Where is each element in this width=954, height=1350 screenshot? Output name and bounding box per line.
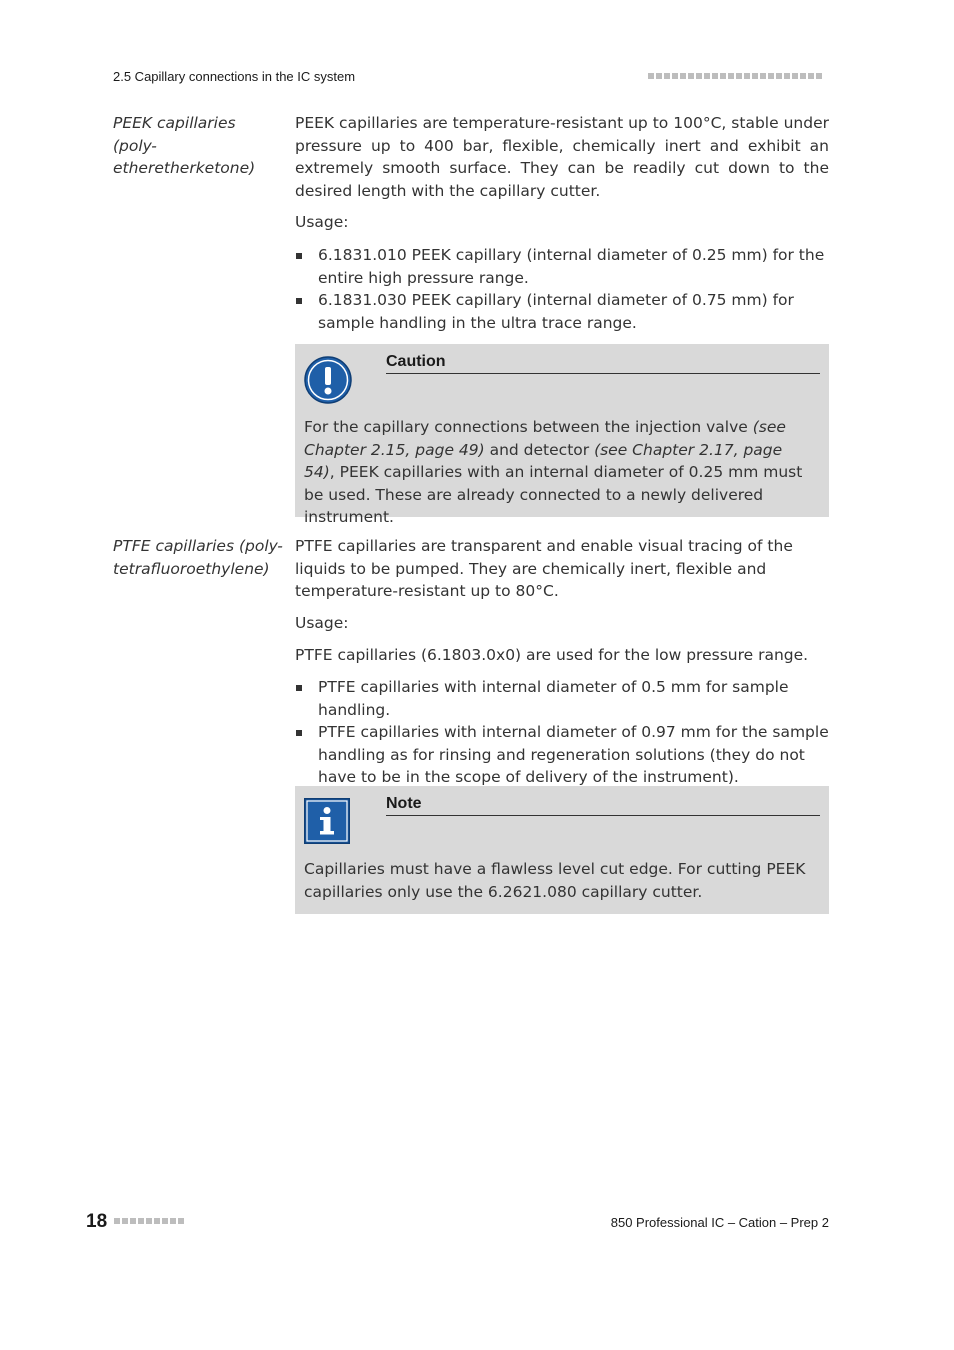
- ptfe-label-line1: PTFE capillaries (poly-: [113, 537, 283, 555]
- peek-label-line1: PEEK capillaries (poly-: [113, 114, 236, 155]
- note-box: [295, 786, 829, 914]
- footer-document-title: 850 Professional IC – Cation – Prep 2: [610, 1215, 829, 1230]
- caution-text-part3: , PEEK capillaries with an internal diameter of 0.25 mm must be used. These are already connected to a newly delivered instrument.: [304, 463, 803, 526]
- ptfe-side-label: [113, 535, 283, 580]
- caution-text-part2: and detector: [484, 440, 595, 459]
- list-item: PTFE capillaries with internal diameter of 0.97 mm for the sample handling as for rinsing and regeneration solutions (they do not have to be in the scope of delivery of the instrument).: [295, 721, 829, 789]
- info-icon: [304, 798, 350, 844]
- note-text: Capillaries must have a flawless level cut edge. For cutting PEEK capillaries only use the 6.2621.080 capillary cutter.: [304, 860, 806, 901]
- list-item: 6.1831.030 PEEK capillary (internal diameter of 0.75 mm) for sample handling in the ultra trace range.: [295, 289, 829, 334]
- peek-usage-list: [295, 244, 829, 334]
- caution-box: [295, 344, 829, 526]
- ptfe-usage-text: PTFE capillaries (6.1803.0x0) are used for the low pressure range.: [295, 646, 809, 664]
- caution-reference-link-2[interactable]: (see Chapter 2.17, page 54): [304, 440, 783, 481]
- running-header-title: 2.5 Capillary connections in the IC system: [113, 69, 356, 84]
- note-title: Note: [386, 795, 820, 816]
- list-item: PTFE capillaries with internal diameter of 0.5 mm for sample handling.: [295, 676, 829, 721]
- peek-usage-label: Usage:: [295, 213, 349, 231]
- exclamation-icon: [304, 356, 352, 404]
- caution-reference-link-1[interactable]: (see Chapter 2.15, page 49): [304, 418, 786, 459]
- peek-description: PEEK capillaries are temperature-resistant up to 100°C, stable under pressure up to 400 bar, flexible, chemically inert and exhibit an extremely smooth surface. They can be readily cut down to the desired length with the capillary cutter.: [295, 114, 829, 200]
- ptfe-description: PTFE capillaries are transparent and enable visual tracing of the liquids to be pumped. They are chemically inert, flexible and temperature-resistant up to 80°C.: [295, 537, 793, 600]
- ptfe-usage-label: Usage:: [295, 614, 349, 632]
- caution-title: Caution: [386, 353, 820, 374]
- footer-decoration-dots: [114, 1218, 184, 1224]
- peek-side-label: [113, 112, 283, 180]
- ptfe-usage-list: [295, 676, 829, 789]
- peek-label-line2: etheretherketone): [113, 159, 256, 177]
- list-item: 6.1831.010 PEEK capillary (internal diameter of 0.25 mm) for the entire high pressure range.: [295, 244, 829, 289]
- header-decoration-dots: [648, 73, 822, 79]
- ptfe-label-line2: tetrafluoroethylene): [113, 559, 270, 578]
- caution-text-part1: For the capillary connections between the injection valve: [304, 418, 753, 436]
- page-number: 18: [86, 1211, 108, 1232]
- caution-text: [304, 416, 815, 529]
